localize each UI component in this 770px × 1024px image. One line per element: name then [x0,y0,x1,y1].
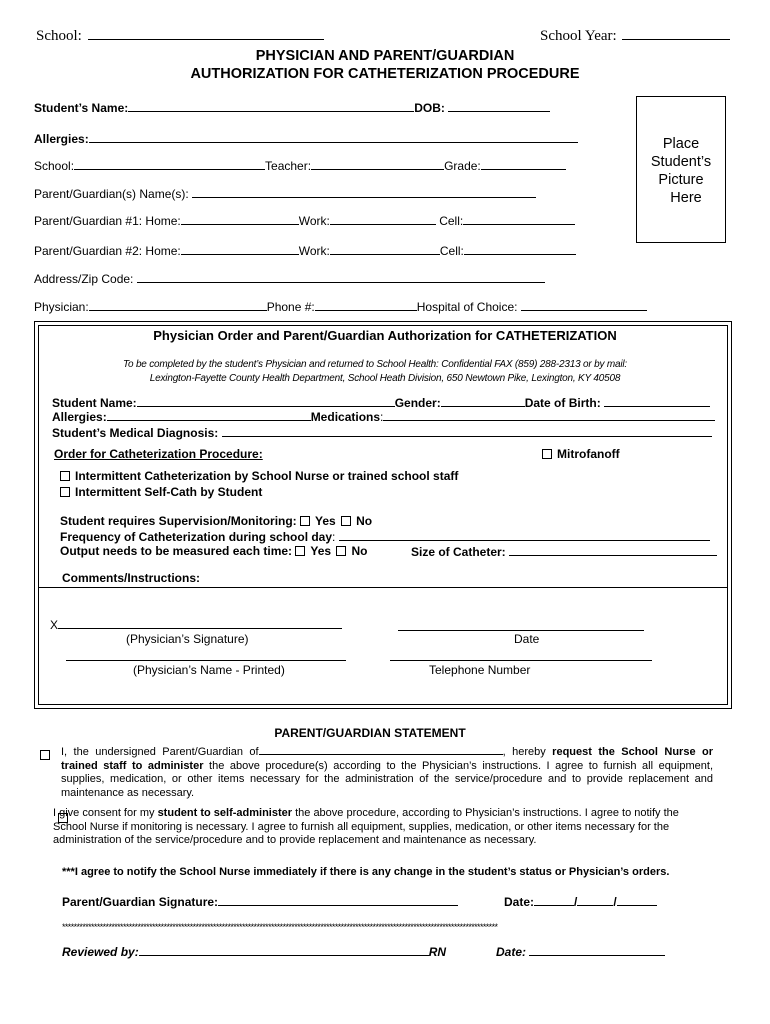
grade-label: Grade: [444,159,481,173]
output-no-label: No [351,544,368,558]
p1-text-a: I, the undersigned Parent/Guardian of [61,746,259,758]
output-no-checkbox[interactable] [336,546,346,556]
reviewed-date-label: Date: [496,945,527,959]
reviewed-date-row [496,944,665,959]
physician-signature-field[interactable] [50,617,342,632]
p2-text-a: I give consent for my [53,807,155,819]
diagnosis-label: Student’s Medical Diagnosis: [52,426,219,440]
physician-name-label: (Physician’s Name - Printed) [133,663,285,677]
order-student-name-row [52,395,710,410]
mitrofanoff-checkbox[interactable] [542,449,552,459]
notify-statement: ***I agree to notify the School Nurse immediately if there is any change in the student’s status or Physician’s orders. [62,866,670,878]
guardian-names-row [34,186,536,201]
order-student-name-label: Student Name: [52,396,137,410]
nurse-cath-label: Intermittent Catheterization by School Nurse or trained school staff [75,469,459,483]
output-yes-label: Yes [310,544,332,558]
guardian-date-day[interactable] [577,894,613,906]
phone-input[interactable] [315,299,417,311]
phone-label: Phone #: [266,300,315,314]
school-label: School: [36,28,82,44]
supervision-no-label: No [356,514,373,528]
teacher-input[interactable] [311,158,444,170]
school-year-field[interactable] [540,28,730,45]
order-allergies-input[interactable] [107,409,311,421]
guardian-signature-label: Parent/Guardian Signature: [62,895,219,909]
option-nurse-cath[interactable] [60,469,458,483]
mitrofanoff-label: Mitrofanoff [557,447,620,461]
g2-work-input[interactable] [330,243,440,255]
self-cath-checkbox[interactable] [60,487,70,497]
grade-input[interactable] [481,158,566,170]
physician-order-title: Physician Order and Parent/Guardian Authorization for CATHETERIZATION [153,328,617,343]
rn-label: RN [428,945,447,959]
signature-date-line[interactable] [398,630,644,631]
p2-bold: student to self-administer [157,807,293,819]
school-field[interactable] [36,28,324,45]
physician-input[interactable] [89,299,267,311]
diagnosis-row [52,425,712,440]
gender-label: Gender: [394,396,441,410]
order-dob-input[interactable] [604,395,710,407]
telephone-line[interactable] [390,660,652,661]
x-mark: X [50,618,59,632]
supervision-yes-checkbox[interactable] [300,516,310,526]
self-cath-label: Intermittent Self-Cath by Student [75,485,263,499]
guardian-names-label: Parent/Guardian(s) Name(s): [34,187,189,201]
physician-name-line[interactable] [66,660,346,661]
physician-order-inner-bottom [38,588,728,705]
g1-work-input[interactable] [330,213,436,225]
photo-line3: Picture [658,172,704,188]
g1-cell-label: Cell: [439,214,464,228]
supervision-label: Student requires Supervision/Monitoring: [60,514,297,528]
separator-stars: ****************************************************************************************************************************************************** [62,922,498,932]
mitrofanoff-option[interactable] [542,447,620,461]
g1-work-label: Work: [298,214,330,228]
hospital-label: Hospital of Choice: [416,300,518,314]
medications-label: Medications [310,410,381,424]
guardian-date-row: Date: / / [504,894,657,909]
supervision-row [60,514,372,528]
hospital-input[interactable] [521,299,647,311]
guardian2-row [34,243,576,258]
instructions-line1: To be completed by the student’s Physician and returned to School Health: Confidential FAX (859) 288-2313 or by mail: [123,359,627,370]
p1-text-c: the above procedure(s) according to the Physician’s instructions. I agree to furnish all equipment, supplies, medication, or other items necessary for the administration of the service/procedure and to provide replacement and maintenance as necessary. [61,759,713,799]
reviewed-by-label: Reviewed by: [62,945,139,959]
g1-home-input[interactable] [181,213,299,225]
student-photo-box [636,96,726,243]
g2-work-label: Work: [298,244,330,258]
order-allergies-row: Allergies: Medications: [52,409,715,424]
gender-input[interactable] [441,395,525,407]
school-info-input[interactable] [74,158,265,170]
address-row [34,271,545,286]
school-input[interactable] [88,28,324,40]
frequency-label: Frequency of Catheterization during school day [60,530,333,544]
nurse-cath-checkbox[interactable] [60,471,70,481]
photo-line2: Student’s [650,154,712,170]
student-name-label: Student’s Name: [34,101,129,115]
school-teacher-row [34,158,566,173]
guardian-date-year[interactable] [617,894,657,906]
g2-home-input[interactable] [181,243,299,255]
order-dob-label: Date of Birth: [524,396,601,410]
g1-home-label: Parent/Guardian #1: Home: [34,214,181,228]
photo-line4: Here [670,190,702,206]
guardian-statement-title: PARENT/GUARDIAN STATEMENT [274,726,466,740]
reviewed-date-input[interactable] [529,944,665,956]
g2-cell-label: Cell: [439,244,464,258]
comments-label: Comments/Instructions: [62,571,201,585]
catheter-size-input[interactable] [509,544,717,556]
allergies-label: Allergies: [34,132,89,146]
child-name-input[interactable] [259,744,503,755]
instructions-line2: Lexington-Fayette County Health Department, School Heath Division, 650 Newtown Pike, Lexington, KY 40508 [149,373,621,384]
supervision-yes-label: Yes [315,514,336,528]
dob-label: DOB: [414,101,445,115]
address-label: Address/Zip Code: [34,272,134,286]
p1-text-b: , hereby [502,746,546,758]
form-title-line1: PHYSICIAN AND PARENT/GUARDIAN [255,48,515,64]
school-info-label: School: [34,159,75,173]
order-allergies-label: Allergies: [52,410,107,424]
form-title-line2: AUTHORIZATION FOR CATHETERIZATION PROCEDURE [190,66,580,82]
output-row [60,544,367,558]
guardian1-row [34,213,575,228]
physician-label: Physician: [34,300,89,314]
request-nurse-paragraph [61,744,713,800]
student-name-input[interactable] [128,100,414,112]
p2-text-b: the above procedure, according to Physician’s instructions. I agree to notify the School Nurse if monitoring is necessary. I agree to furnish all equipment, supplies, medication, or other items necessary for the administration of the service/procedure and to provide replacement and maintenance as necessary. [53,807,679,846]
guardian-signature-input[interactable] [218,894,458,906]
guardian-date-month[interactable] [534,894,574,906]
self-administer-paragraph [53,807,713,848]
medications-input[interactable] [383,409,715,421]
p1-bold: request the School Nurse or trained staff to administer [61,746,713,772]
guardian-date-label: Date: [504,895,535,909]
school-year-label: School Year: [540,28,617,44]
catheter-size-row [411,544,717,559]
frequency-row: Frequency of Catheterization during school day: [60,529,710,544]
g2-home-label: Parent/Guardian #2: Home: [34,244,181,258]
physician-signature-label: (Physician’s Signature) [126,632,249,646]
photo-line1: Place [662,136,700,152]
signature-date-label: Date [514,632,540,646]
address-input[interactable] [137,271,545,283]
output-yes-checkbox[interactable] [295,546,305,556]
allergies-input[interactable] [89,131,578,143]
reviewed-by-row [62,944,446,959]
supervision-no-checkbox[interactable] [341,516,351,526]
dob-input[interactable] [448,100,550,112]
allergies-row [34,131,578,146]
order-student-name-input[interactable] [137,395,395,407]
school-year-input[interactable] [622,28,730,40]
teacher-label: Teacher: [265,159,312,173]
request-nurse-checkbox[interactable] [40,750,50,760]
student-name-row [34,100,550,115]
order-procedure-label: Order for Catheterization Procedure: [54,447,263,461]
frequency-input[interactable] [339,529,710,541]
option-self-cath[interactable] [60,485,262,499]
diagnosis-input[interactable] [222,425,712,437]
physician-row [34,299,647,314]
reviewed-by-input[interactable] [139,944,429,956]
output-label: Output needs to be measured each time: [60,544,293,558]
g1-cell-input[interactable] [463,213,575,225]
guardian-names-input[interactable] [192,186,536,198]
telephone-label: Telephone Number [429,663,531,677]
physician-signature-input[interactable] [58,617,342,629]
guardian-signature-row [62,894,458,909]
g2-cell-input[interactable] [464,243,576,255]
catheter-size-label: Size of Catheter: [411,545,506,559]
